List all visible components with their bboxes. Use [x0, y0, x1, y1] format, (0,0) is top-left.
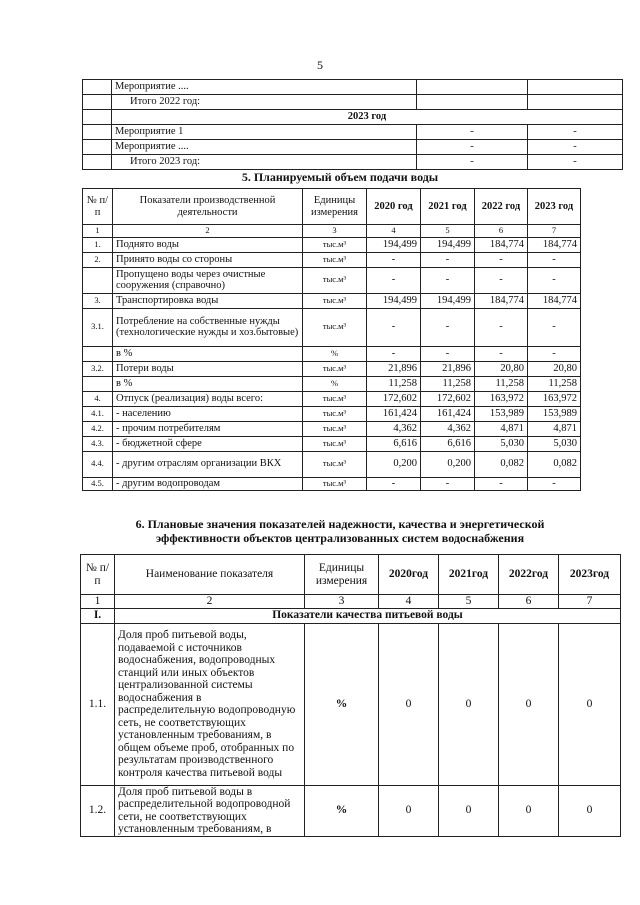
indicator-name: в %	[113, 376, 303, 391]
value-cell: -	[421, 267, 475, 293]
column-header: № п/п	[83, 189, 113, 225]
unit-cell: тыс.м³	[303, 451, 367, 477]
row-label: Мероприятие ....	[112, 140, 417, 155]
indicator-name: Принято воды со стороны	[113, 252, 303, 267]
cell-value: -	[417, 140, 528, 155]
unit-cell: тыс.м³	[303, 361, 367, 376]
unit-cell: тыс.м³	[303, 293, 367, 308]
table-row	[83, 406, 581, 421]
indicator-name: Отпуск (реализация) воды всего:	[113, 391, 303, 406]
row-number: 1.1.	[81, 623, 115, 785]
column-header: 2022 год	[475, 189, 528, 225]
value-cell: 4,871	[475, 421, 528, 436]
value-cell: 163,972	[528, 391, 581, 406]
table-row	[83, 451, 581, 477]
table-row	[83, 376, 581, 391]
row-label: Мероприятие ....	[112, 80, 417, 95]
cell-value	[528, 95, 623, 110]
column-number: 4	[379, 595, 439, 609]
value-cell: -	[528, 477, 581, 490]
table-row	[83, 140, 623, 155]
value-cell: -	[367, 267, 421, 293]
value-cell: 184,774	[528, 237, 581, 252]
table-row	[83, 477, 581, 490]
row-number: 4.5.	[83, 477, 113, 490]
table-row	[81, 785, 621, 836]
table-row	[83, 308, 581, 346]
unit-cell: %	[305, 785, 379, 836]
column-header: 2020 год	[367, 189, 421, 225]
unit-cell: %	[303, 376, 367, 391]
row-number: 1.	[83, 237, 113, 252]
value-cell: 0	[439, 785, 499, 836]
row-number: 4.4.	[83, 451, 113, 477]
value-cell: 0,082	[528, 451, 581, 477]
value-cell: 184,774	[475, 293, 528, 308]
row-number: 2.	[83, 252, 113, 267]
value-cell: -	[421, 252, 475, 267]
table-row	[83, 95, 623, 110]
indicator-name: - другим водопроводам	[113, 477, 303, 490]
indicator-name: в %	[113, 346, 303, 361]
table-header-row	[81, 555, 621, 595]
table-row	[83, 391, 581, 406]
value-cell: 0	[499, 785, 559, 836]
value-cell: -	[528, 252, 581, 267]
indicator-name: Поднято воды	[113, 237, 303, 252]
cell-value	[528, 80, 623, 95]
row-number: 4.2.	[83, 421, 113, 436]
row-number	[83, 267, 113, 293]
value-cell: -	[421, 346, 475, 361]
unit-cell: тыс.м³	[303, 391, 367, 406]
row-number: 4.1.	[83, 406, 113, 421]
value-cell: 153,989	[475, 406, 528, 421]
indicator-name: Потери воды	[113, 361, 303, 376]
value-cell: 21,896	[421, 361, 475, 376]
column-header: Единицы измерения	[305, 555, 379, 595]
value-cell: 161,424	[421, 406, 475, 421]
indicator-name: - бюджетной сфере	[113, 436, 303, 451]
value-cell: -	[475, 308, 528, 346]
row-number: 4.3.	[83, 436, 113, 451]
section6-title-line1: 6. Плановые значения показателей надежности, качества и энергетической	[135, 517, 545, 531]
row-number: 1.2.	[81, 785, 115, 836]
table-row	[83, 237, 581, 252]
column-header: Показатели производственной деятельности	[113, 189, 303, 225]
cell-value: -	[528, 125, 623, 140]
column-number: 2	[113, 225, 303, 238]
section6-title	[60, 517, 620, 545]
cell-value: -	[417, 125, 528, 140]
indicator-name: Доля проб питьевой воды, подаваемой с источников водоснабжения, водопроводных станций или иных объектов централизованной системы водоснабжения в распределительную водопроводную сеть, не соответствующих установленным требованиям, в общем объеме проб, отобранных по результатам производственного контроля качества питьевой воды	[115, 623, 305, 785]
row-number: 3.	[83, 293, 113, 308]
value-cell: 0	[499, 623, 559, 785]
value-cell: -	[421, 308, 475, 346]
section5-title: 5. Планируемый объем подачи воды	[241, 170, 439, 184]
value-cell: 20,80	[475, 361, 528, 376]
table-row	[83, 125, 623, 140]
column-number: 1	[83, 225, 113, 238]
value-cell: 5,030	[475, 436, 528, 451]
value-cell: -	[528, 346, 581, 361]
value-cell: -	[475, 267, 528, 293]
column-number: 3	[303, 225, 367, 238]
column-header: Единицы измерения	[303, 189, 367, 225]
column-header: Наименование показателя	[115, 555, 305, 595]
value-cell: 194,499	[367, 293, 421, 308]
value-cell: -	[528, 267, 581, 293]
row-number: 4.	[83, 391, 113, 406]
column-number-row	[81, 595, 621, 609]
value-cell: -	[367, 477, 421, 490]
unit-cell: %	[303, 346, 367, 361]
group-number: I.	[81, 608, 115, 623]
row-number	[83, 376, 113, 391]
unit-cell: тыс.м³	[303, 308, 367, 346]
value-cell: 0,200	[421, 451, 475, 477]
table-row	[83, 293, 581, 308]
row-label: Мероприятие 1	[112, 125, 417, 140]
column-header: 2021год	[439, 555, 499, 595]
column-number: 5	[421, 225, 475, 238]
column-number: 5	[439, 595, 499, 609]
column-header: № п/п	[81, 555, 115, 595]
indicator-name: - населению	[113, 406, 303, 421]
table-row	[83, 361, 581, 376]
value-cell: 172,602	[421, 391, 475, 406]
column-number-row	[83, 225, 581, 238]
value-cell: -	[367, 252, 421, 267]
column-header: 2021 год	[421, 189, 475, 225]
row-number: 3.2.	[83, 361, 113, 376]
water-supply-table	[82, 188, 581, 491]
table-header-row	[83, 189, 581, 225]
table-row	[83, 436, 581, 451]
unit-cell: тыс.м³	[303, 252, 367, 267]
value-cell: 5,030	[528, 436, 581, 451]
indicators-table	[80, 554, 621, 837]
indicator-name: Доля проб питьевой воды в распределительной водопроводной сети, не соответствующих установленным требованиям, в	[115, 785, 305, 836]
value-cell: -	[475, 252, 528, 267]
value-cell: 21,896	[367, 361, 421, 376]
value-cell: 11,258	[421, 376, 475, 391]
value-cell: 4,362	[421, 421, 475, 436]
table-row	[83, 421, 581, 436]
value-cell: 184,774	[475, 237, 528, 252]
cell-value	[417, 95, 528, 110]
column-number: 6	[499, 595, 559, 609]
value-cell: 6,616	[421, 436, 475, 451]
table-row	[83, 155, 623, 170]
column-header: 2023 год	[528, 189, 581, 225]
section6-title-line2: эффективности объектов централизованных систем водоснабжения	[155, 531, 525, 545]
value-cell: 0	[379, 785, 439, 836]
year-header: 2023 год	[112, 110, 623, 125]
column-header: 2023год	[559, 555, 621, 595]
cell-value: -	[417, 155, 528, 170]
table-row	[83, 80, 623, 95]
value-cell: 0	[439, 623, 499, 785]
unit-cell: тыс.м³	[303, 436, 367, 451]
value-cell: -	[475, 346, 528, 361]
value-cell: 6,616	[367, 436, 421, 451]
unit-cell: тыс.м³	[303, 267, 367, 293]
value-cell: 11,258	[367, 376, 421, 391]
value-cell: -	[475, 477, 528, 490]
column-number: 6	[475, 225, 528, 238]
cell-value	[417, 80, 528, 95]
column-number: 2	[115, 595, 305, 609]
value-cell: 0	[559, 785, 621, 836]
unit-cell: тыс.м³	[303, 237, 367, 252]
value-cell: 0	[559, 623, 621, 785]
table-row	[83, 110, 623, 125]
cell-value: -	[528, 140, 623, 155]
value-cell: -	[367, 308, 421, 346]
cell-value: -	[528, 155, 623, 170]
table-row	[83, 252, 581, 267]
column-number: 4	[367, 225, 421, 238]
column-header: 2022год	[499, 555, 559, 595]
value-cell: -	[528, 308, 581, 346]
value-cell: 0	[379, 623, 439, 785]
column-number: 3	[305, 595, 379, 609]
row-number: 3.1.	[83, 308, 113, 346]
table-row	[83, 267, 581, 293]
unit-cell: тыс.м³	[303, 421, 367, 436]
value-cell: 11,258	[475, 376, 528, 391]
row-number	[83, 346, 113, 361]
indicator-name: Потребление на собственные нужды (технологические нужды и хоз.бытовые)	[113, 308, 303, 346]
value-cell: -	[367, 346, 421, 361]
value-cell: 194,499	[367, 237, 421, 252]
page-number: 5	[317, 58, 323, 72]
value-cell: 4,871	[528, 421, 581, 436]
column-number: 1	[81, 595, 115, 609]
unit-cell: тыс.м³	[303, 477, 367, 490]
indicator-name: - прочим потребителям	[113, 421, 303, 436]
row-label: Итого 2022 год:	[112, 95, 417, 110]
value-cell: 153,989	[528, 406, 581, 421]
group-title: Показатели качества питьевой воды	[115, 608, 621, 623]
value-cell: 184,774	[528, 293, 581, 308]
value-cell: 20,80	[528, 361, 581, 376]
column-number: 7	[559, 595, 621, 609]
value-cell: 11,258	[528, 376, 581, 391]
value-cell: -	[421, 477, 475, 490]
column-number: 7	[528, 225, 581, 238]
value-cell: 172,602	[367, 391, 421, 406]
row-label: Итого 2023 год:	[112, 155, 417, 170]
unit-cell: тыс.м³	[303, 406, 367, 421]
indicator-name: Транспортировка воды	[113, 293, 303, 308]
value-cell: 194,499	[421, 293, 475, 308]
column-header: 2020год	[379, 555, 439, 595]
events-table	[82, 79, 623, 170]
value-cell: 0,200	[367, 451, 421, 477]
value-cell: 194,499	[421, 237, 475, 252]
indicator-name: Пропущено воды через очистные сооружения (справочно)	[113, 267, 303, 293]
group-row	[81, 608, 621, 623]
value-cell: 4,362	[367, 421, 421, 436]
unit-cell: %	[305, 623, 379, 785]
value-cell: 0,082	[475, 451, 528, 477]
table-row	[83, 346, 581, 361]
table-row	[81, 623, 621, 785]
value-cell: 163,972	[475, 391, 528, 406]
value-cell: 161,424	[367, 406, 421, 421]
indicator-name: - другим отраслям организации ВКХ	[113, 451, 303, 477]
